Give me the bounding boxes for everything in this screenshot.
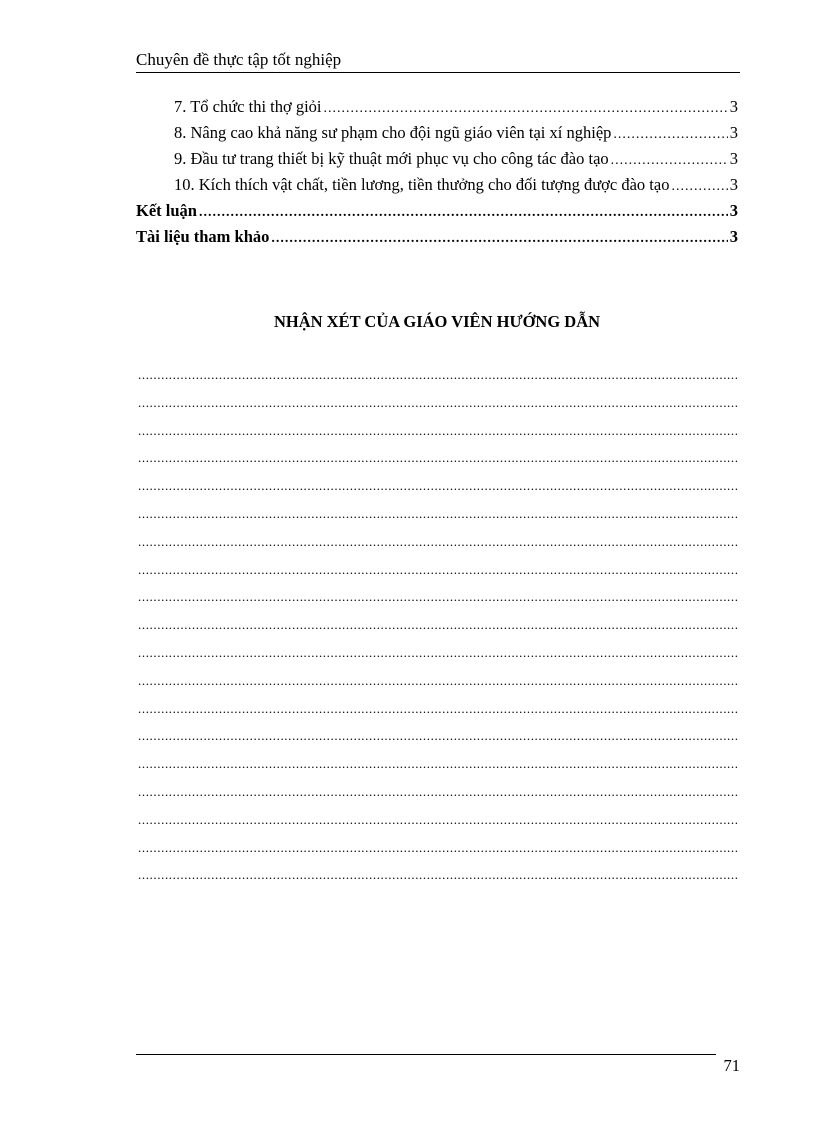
toc-entry-page: 3 [729, 227, 738, 246]
toc-entry-text: 8. Nâng cao khả năng sư phạm cho đội ngũ giáo viên tại xí nghiệp [174, 123, 612, 142]
toc-entry [174, 148, 738, 172]
comment-dotted-line [138, 868, 738, 882]
comment-dotted-line [138, 841, 738, 855]
toc-leader-dots [199, 202, 728, 224]
comment-dotted-line [138, 729, 738, 743]
toc-entry [174, 122, 738, 146]
comment-dotted-line [138, 424, 738, 438]
comment-dotted-line [138, 479, 738, 493]
toc-leader-dots [611, 150, 728, 172]
toc-entry-text: Kết luận [136, 201, 197, 220]
toc-entry-text: 10. Kích thích vật chất, tiền lương, tiền thưởng cho đối tượng được đào tạo [174, 175, 670, 194]
comment-dotted-line [138, 396, 738, 410]
comment-dotted-line [138, 368, 738, 382]
comment-dotted-line [138, 813, 738, 827]
toc-entry-page: 3 [729, 123, 738, 142]
toc-leader-dots [271, 228, 727, 250]
comment-dotted-line [138, 785, 738, 799]
toc-entry [174, 174, 738, 198]
toc-entry-page: 3 [729, 149, 738, 168]
toc-leader-dots [324, 98, 728, 120]
toc-leader-dots [613, 124, 727, 146]
comment-dotted-line [138, 563, 738, 577]
toc-entry-page: 3 [729, 201, 738, 220]
header-title: Chuyên đề thực tập tốt nghiệp [136, 50, 342, 69]
comment-dotted-line [138, 618, 738, 632]
comment-dotted-line [138, 757, 738, 771]
toc-entry-conclusion [136, 200, 738, 224]
comment-dotted-line [138, 590, 738, 604]
section-title: NHẬN XÉT CỦA GIÁO VIÊN HƯỚNG DẪN [273, 312, 601, 331]
page-number: 71 [723, 1056, 740, 1075]
footer-rule [136, 1054, 716, 1055]
toc-entry-page: 3 [729, 175, 738, 194]
comment-dotted-line [138, 507, 738, 521]
comment-dotted-line [138, 535, 738, 549]
comment-dotted-line [138, 674, 738, 688]
toc-entry-text: 9. Đầu tư trang thiết bị kỹ thuật mới phục vụ cho công tác đào tạo [174, 149, 609, 168]
comment-dotted-line [138, 646, 738, 660]
toc-entry-references [136, 226, 738, 250]
toc-entry-text: 7. Tổ chức thi thợ giỏi [174, 97, 322, 116]
toc-entry-text: Tài liệu tham khảo [136, 227, 270, 246]
toc-entry [174, 96, 738, 120]
toc-leader-dots [671, 176, 727, 198]
page-header [136, 48, 740, 73]
comment-dotted-line [138, 702, 738, 716]
comment-dotted-line [138, 451, 738, 465]
toc-entry-page: 3 [729, 97, 738, 116]
